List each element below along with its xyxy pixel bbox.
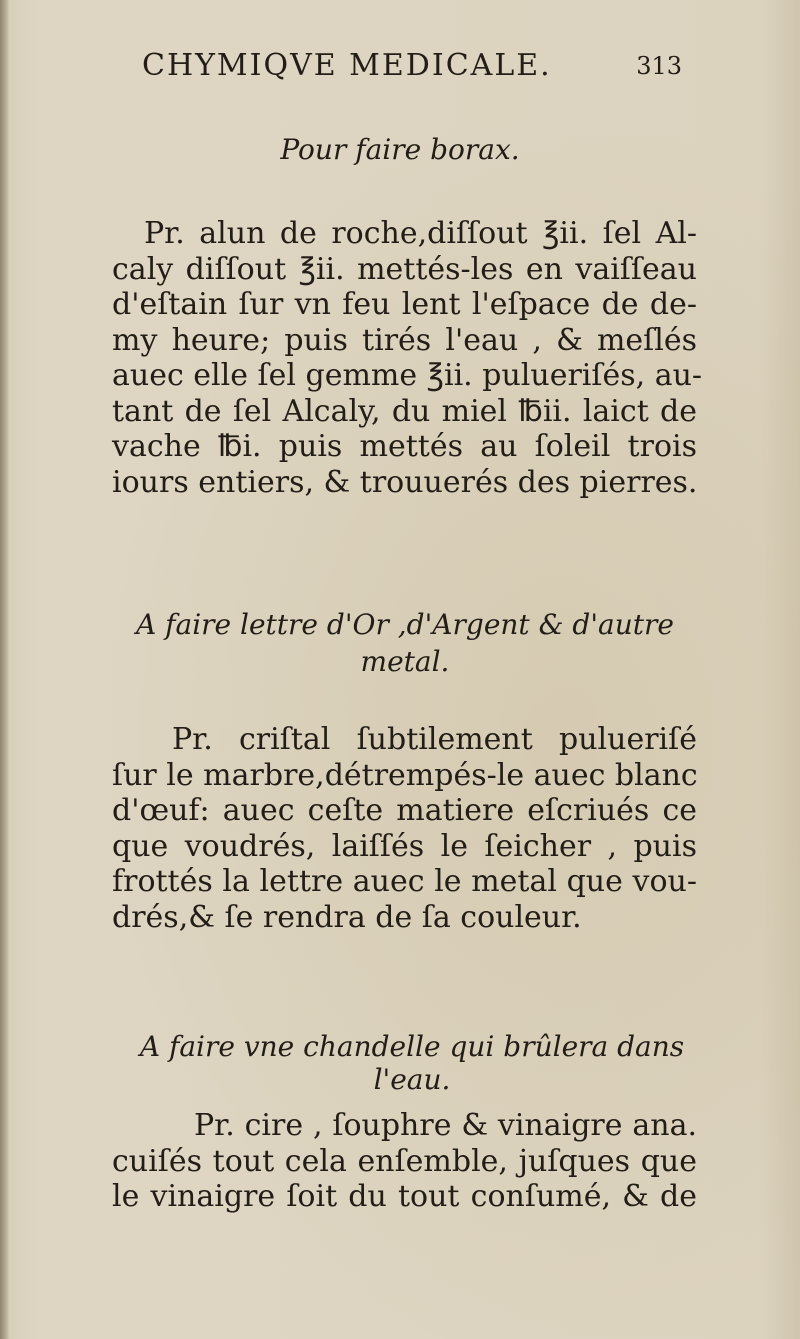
- text-line: frottés la lettre auec le metal que vou-: [112, 864, 697, 899]
- text-line: auec elle ſel gemme ℥ii. pulueriſés, au-: [112, 358, 703, 393]
- section-heading-lettre: [110, 608, 700, 678]
- text-line: tant de ſel Alcaly, du miel ℔ii. laict de: [112, 393, 697, 429]
- text-line: le vinaigre ſoit du tout conſumé, & de: [112, 1179, 697, 1214]
- running-head: [142, 48, 682, 83]
- text-line: vache ℔i. puis mettés au ſoleil trois: [112, 429, 697, 464]
- paragraph-chandelle: [112, 1108, 697, 1215]
- text-line: d'œuf: auec ceſte matiere eſcriués ce: [112, 793, 697, 828]
- text-line: Pr. criſtal ſubtilement pulueriſé: [172, 722, 697, 757]
- text-line: drés,& ſe rendra de ſa couleur.: [112, 899, 582, 935]
- text-line: ſur le marbre,détrempés-le auec blanc: [112, 757, 698, 793]
- heading-line: A faire lettre d'Or ,d'Argent & d'autre: [136, 608, 674, 641]
- paragraph-borax: [112, 216, 703, 500]
- section-heading-chandelle: A faire vne chandelle qui brûlera dans l'eau.: [139, 1030, 685, 1096]
- page-gutter: [0, 0, 9, 1339]
- section-heading-borax: Pour faire borax.: [280, 133, 520, 166]
- text-line: iours entiers, & trouuerés des pierres.: [112, 464, 698, 500]
- text-line: my heure; puis tirés l'eau , & meſlés: [112, 322, 697, 358]
- text-line: d'eſtain ſur vn feu lent l'eſpace de de-: [112, 287, 697, 322]
- text-line: que voudrés, laiſſés le ſeicher , puis: [112, 828, 697, 864]
- running-title: CHYMIQVE MEDICALE.: [142, 48, 552, 83]
- paragraph-lettre: [112, 722, 697, 935]
- heading-line: metal.: [360, 645, 450, 678]
- page-number: 313: [636, 52, 682, 80]
- text-line: cuiſés tout cela enſemble, juſques que: [112, 1143, 697, 1179]
- text-line: Pr. cire , ſouphre & vinaigre ana.: [194, 1108, 697, 1143]
- text-line: caly diſſout ℥ii. mettés-les en vaiſſeau: [112, 251, 697, 287]
- text-line: Pr. alun de roche,diſſout ℥ii. ſel Al-: [144, 216, 697, 251]
